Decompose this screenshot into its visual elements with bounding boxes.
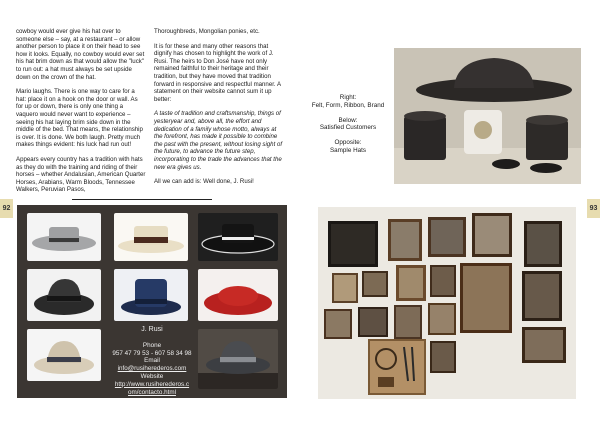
col1-paragraph-2: Mario laughs. There is one way to care for a hat: place it on a hook on the door or wall. As for up or down, there is only one thing a vaquero would never want to experience – seeing his hat laying brim side down in the middle of the bed. That means, the relationship is over. It is done. We both laugh. Pretty much makes things evident: his luck had run out!: [16, 88, 143, 149]
frame-hatmaker: [460, 263, 512, 333]
frame-portrait-3: [472, 213, 512, 257]
hat-photo-grey-flat-brim: [27, 213, 101, 261]
hat-photo-black-white-trim: [198, 213, 278, 261]
right-page: [302, 0, 600, 424]
page-number-left: 92: [0, 199, 13, 218]
caption-below-text: Satisfied Customers: [319, 124, 377, 132]
frame-portrait-2: [428, 217, 466, 257]
text-column-2: [154, 28, 286, 193]
col2-paragraph-1: Thoroughbreds, Mongolian ponies, etc.: [154, 28, 260, 35]
email-address[interactable]: info@rusiherederos.com: [117, 365, 187, 373]
frame-small-6: [358, 307, 388, 337]
grey-hat-icon: [27, 213, 101, 261]
grey-shelf-hat-icon: [198, 329, 278, 389]
frame-small-8: [428, 303, 456, 335]
tools-icon: [370, 341, 424, 393]
page-number-right: 93: [587, 199, 600, 218]
frame-small-2: [362, 271, 388, 297]
frame-building: [328, 221, 378, 267]
hat-photo-navy-topper: [114, 269, 188, 321]
closing-line: All we can add is: Well done, J. Rusi!: [154, 178, 254, 186]
caption-right-label: Right:: [339, 94, 357, 101]
frame-cowboy-2: [522, 271, 562, 321]
column-divider-rule: [72, 199, 212, 200]
hat-photo-red-montera: [198, 269, 278, 321]
contact-block: [109, 326, 195, 396]
col1-paragraph-1: cowboy would ever give his hat over to someone else – say, at a restaurant – or allow another person to place it on their head to see how it looks. Equally, no cowboy would ever set his hat brim down as that would allow the "luck" to run out: a hat must always be set upside down on the crown of the hat.: [16, 28, 145, 81]
frame-small-9: [430, 341, 456, 373]
red-hat-icon: [198, 269, 278, 321]
website-label: Website: [140, 372, 164, 380]
sample-hats-panel: [17, 205, 287, 398]
caption-below-label: Below:: [338, 116, 358, 124]
hat-tools-shelf: [368, 339, 426, 395]
hat-photo-straw-fedora: [27, 329, 101, 381]
hat-photo-grey-on-shelf: [198, 329, 278, 389]
phone-label: Phone: [142, 341, 162, 349]
cream-hat-icon: [114, 213, 188, 261]
hat-photo-black-fedora: [27, 269, 101, 321]
hat-making-photo: [394, 48, 581, 184]
website-link-line-2[interactable]: om/contacto.html: [128, 388, 176, 396]
caption-opposite-label: Opposite:: [334, 139, 362, 147]
frame-small-4: [430, 265, 456, 297]
frame-small-1: [332, 273, 358, 303]
straw-hat-icon: [27, 329, 101, 381]
text-column-1: [16, 28, 146, 201]
frame-cowboy-1: [524, 221, 562, 267]
caption-opposite-text: Sample Hats: [329, 146, 367, 154]
navy-hat-icon: [114, 269, 188, 321]
quote-paragraph: A taste of tradition and craftsmanship, things of yesteryear and, above all, the effort and dedication of a family whose motto, always at the forefront, has made it possible to combine the past with the present, without losing sight of the future, to advance the future step, incorporating to the trade the advances that the new era gives us.: [154, 110, 283, 171]
left-page: [0, 0, 298, 424]
frame-portrait-1: [388, 219, 422, 261]
hat-tools-illustration: [394, 48, 581, 184]
email-label: Email: [144, 357, 160, 365]
fedora-hat-icon: [27, 269, 101, 321]
frame-group: [522, 327, 566, 363]
black-hat-icon: [198, 213, 278, 261]
caption-right-text: Felt, Form, Ribbon, Brand: [311, 101, 385, 109]
captions-block: [302, 94, 394, 155]
company-name: J. Rusi: [141, 326, 163, 333]
customers-wall-photo: [318, 207, 576, 399]
phone-number: 957 47 79 53 - 607 58 34 98: [112, 349, 192, 357]
website-link-line-1[interactable]: http://www.rusiherederos.c: [114, 380, 190, 388]
frame-small-5: [324, 309, 352, 339]
frame-small-3: [396, 265, 426, 301]
hat-photo-cream-boater: [114, 213, 188, 261]
col1-paragraph-3: Appears every country has a tradition with hats as they do with the training and riding of their horses – whether Andalusian, American Quarter Horses, Arabians, Warm Bloods, Tennessee Walkers, Peruvian Pasos,: [16, 155, 146, 194]
col2-paragraph-2: It is for these and many other reasons that dignify has chosen to highlight the work of J. Rusi. The heirs to Don José have not only remained faithful to their heritage and their tradition, but they have moved that tradition forward in responsive and respectful manner. A statement on their website cannot sum it up better:: [154, 42, 281, 103]
frame-small-7: [394, 305, 422, 339]
